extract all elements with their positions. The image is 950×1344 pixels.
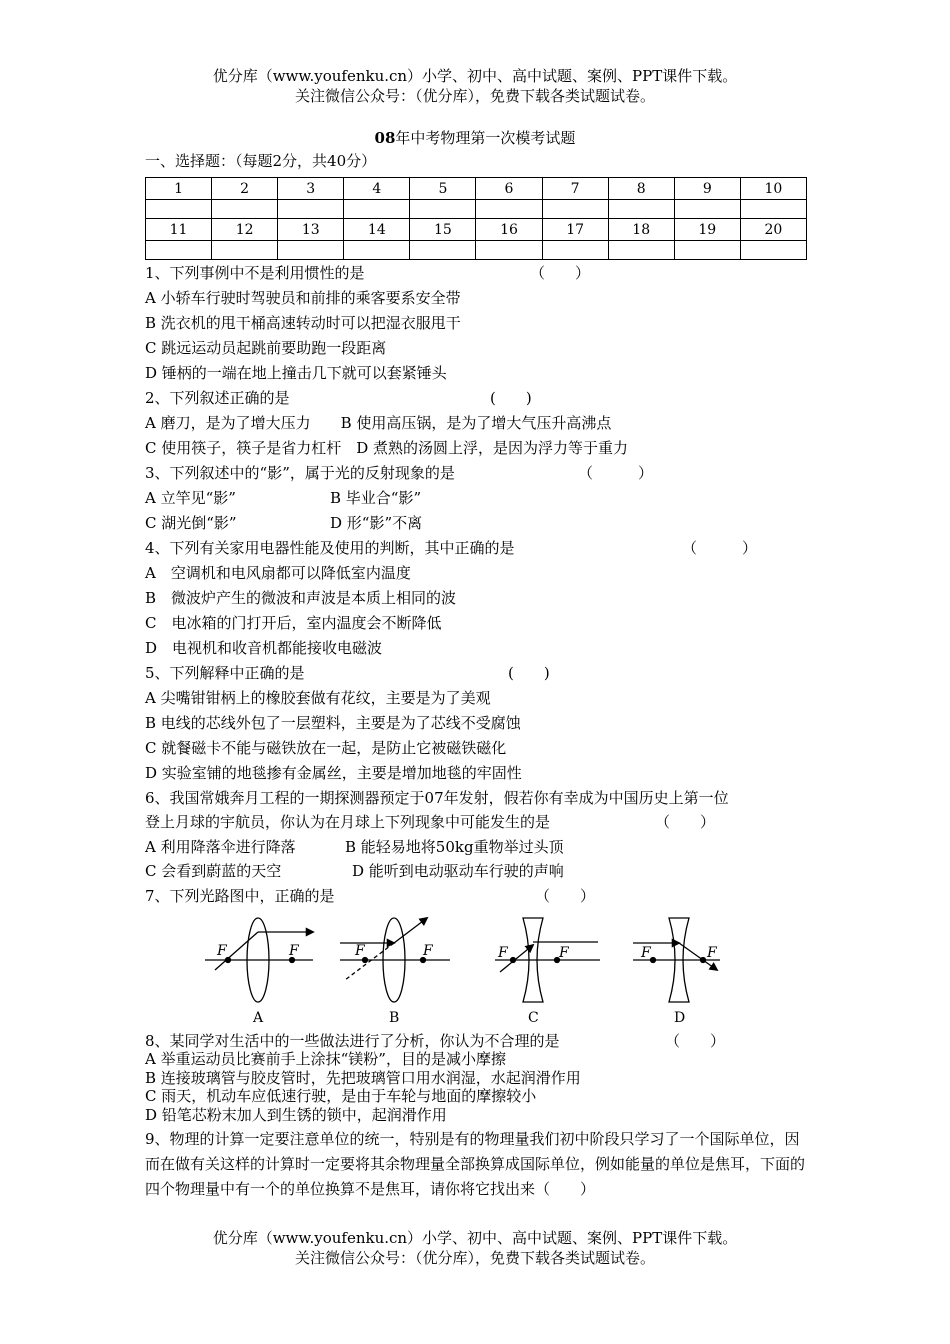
answer-num: 4 bbox=[344, 178, 410, 200]
answer-cell[interactable] bbox=[278, 200, 344, 219]
diagram-c[interactable] bbox=[495, 918, 600, 1002]
q7-light-path-figure bbox=[195, 910, 735, 1030]
diagram-label-a: A bbox=[253, 1010, 264, 1026]
q1-option-a: A 小轿车行驶时驾驶员和前排的乘客要系安全带 bbox=[145, 289, 461, 307]
answer-num: 16 bbox=[476, 219, 542, 241]
focal-label: F bbox=[641, 945, 651, 961]
title-text: 年中考物理第一次模考试题 bbox=[395, 129, 576, 147]
q8-option-d: D 铅笔芯粉末加人到生锈的锁中，起润滑作用 bbox=[145, 1106, 447, 1124]
q5-stem: 5、下列解释中正确的是 bbox=[145, 664, 305, 682]
answer-num: 15 bbox=[410, 219, 476, 241]
answer-cell[interactable] bbox=[476, 200, 542, 219]
answer-cell[interactable] bbox=[674, 241, 740, 260]
q3-stem: 3、下列叙述中的“影”，属于光的反射现象的是 bbox=[145, 464, 455, 482]
q4-option-d: D 电视机和收音机都能接收电磁波 bbox=[145, 639, 383, 657]
answer-cell[interactable] bbox=[146, 241, 212, 260]
focal-label: F bbox=[559, 945, 569, 961]
header-line-2: 关注微信公众号：（优分库），免费下载各类试题试卷。 bbox=[294, 87, 655, 105]
q6-option-d: D 能听到电动驱动车行驶的声响 bbox=[352, 862, 564, 880]
q6-stem-line-1: 6、我国常娥奔月工程的一期探测器预定于07年发射，假若你有幸成为中国历史上第一位 bbox=[145, 789, 729, 807]
q4-option-a: A 空调机和电风扇都可以降低室内温度 bbox=[145, 564, 411, 582]
answer-cell[interactable] bbox=[278, 241, 344, 260]
answer-num: 7 bbox=[542, 178, 608, 200]
focal-label: F bbox=[498, 945, 508, 961]
q1-stem: 1、下列事例中不是利用惯性的是 bbox=[145, 264, 365, 282]
focal-label: F bbox=[355, 943, 365, 959]
answer-num: 3 bbox=[278, 178, 344, 200]
section-heading: 一、选择题：（每题2分，共40分） bbox=[145, 152, 377, 170]
answer-cell[interactable] bbox=[740, 241, 806, 260]
answer-cell[interactable] bbox=[542, 241, 608, 260]
answer-num: 19 bbox=[674, 219, 740, 241]
q5-option-c: C 就餐磁卡不能与磁铁放在一起，是防止它被磁铁磁化 bbox=[145, 739, 507, 757]
answer-blank-row-2 bbox=[146, 241, 807, 260]
q1-option-b: B 洗衣机的甩干桶高速转动时可以把湿衣服甩干 bbox=[145, 314, 461, 332]
q5-option-d: D 实验室铺的地毯掺有金属丝，主要是增加地毯的牢固性 bbox=[145, 764, 522, 782]
diagram-label-d: D bbox=[674, 1010, 686, 1026]
answer-cell[interactable] bbox=[740, 200, 806, 219]
header-line-1: 优分库（www.youfenku.cn）小学、初中、高中试题、案例、PPT课件下载。 bbox=[212, 67, 738, 85]
answer-num: 8 bbox=[608, 178, 674, 200]
answer-num: 9 bbox=[674, 178, 740, 200]
answer-cell[interactable] bbox=[212, 241, 278, 260]
diagram-label-c: C bbox=[528, 1010, 539, 1026]
q3-option-d: D 形“影”不离 bbox=[330, 514, 423, 532]
q8-option-b: B 连接玻璃管与胶皮管时，先把玻璃管口用水润湿，水起润滑作用 bbox=[145, 1069, 581, 1087]
q3-answer-paren[interactable]: （ ） bbox=[578, 464, 654, 482]
answer-cell[interactable] bbox=[410, 241, 476, 260]
focal-label: F bbox=[217, 943, 227, 959]
q7-stem: 7、下列光路图中，正确的是 bbox=[145, 887, 335, 905]
answer-num: 13 bbox=[278, 219, 344, 241]
q5-option-a: A 尖嘴钳钳柄上的橡胶套做有花纹，主要是为了美观 bbox=[145, 689, 491, 707]
focal-label: F bbox=[289, 943, 299, 959]
answer-num: 2 bbox=[212, 178, 278, 200]
answer-cell[interactable] bbox=[608, 200, 674, 219]
q2-options-ab: A 磨刀，是为了增大压力 B 使用高压锅，是为了增大气压升高沸点 bbox=[145, 414, 612, 432]
q2-stem: 2、下列叙述正确的是 bbox=[145, 389, 290, 407]
q1-answer-paren[interactable]: （ ） bbox=[530, 264, 591, 282]
footer-line-2: 关注微信公众号：（优分库），免费下载各类试题试卷。 bbox=[294, 1249, 655, 1267]
q8-answer-paren[interactable]: （ ） bbox=[665, 1032, 726, 1050]
q8-stem: 8、某同学对生活中的一些做法进行了分析，你认为不合理的是 bbox=[145, 1032, 560, 1050]
answer-num: 18 bbox=[608, 219, 674, 241]
answer-cell[interactable] bbox=[344, 241, 410, 260]
q9-text: 9、物理的计算一定要注意单位的统一，特别是有的物理量我们初中阶段只学习了一个国际单位，因而在做有关这样的计算时一定要将其余物理量全部换算成国际单位，例如能量的单位是焦耳，下面的四个物理量中有一个的单位换算不是焦耳，请你将它找出来（ ） bbox=[145, 1130, 806, 1198]
q8-option-a: A 举重运动员比赛前手上涂抹“镁粉”，目的是减小摩擦 bbox=[145, 1050, 506, 1068]
q7-answer-paren[interactable]: （ ） bbox=[535, 887, 596, 905]
answer-num: 11 bbox=[146, 219, 212, 241]
answer-cell[interactable] bbox=[146, 200, 212, 219]
q1-option-c: C 跳远运动员起跳前要助跑一段距离 bbox=[145, 339, 387, 357]
q3-option-b: B 毕业合“影” bbox=[330, 489, 422, 507]
q8-option-c: C 雨天，机动车应低速行驶，是由于车轮与地面的摩擦较小 bbox=[145, 1087, 537, 1105]
diagram-a[interactable] bbox=[205, 918, 313, 1002]
answer-num: 20 bbox=[740, 219, 806, 241]
answer-num: 14 bbox=[344, 219, 410, 241]
title-year: 08 bbox=[374, 129, 396, 147]
q3-option-a: A 立竿见“影” bbox=[145, 489, 236, 507]
answer-blank-row-1 bbox=[146, 200, 807, 219]
focal-label: F bbox=[707, 945, 717, 961]
answer-cell[interactable] bbox=[410, 200, 476, 219]
q1-option-d: D 锤柄的一端在地上撞击几下就可以套紧锤头 bbox=[145, 364, 447, 382]
answer-num: 12 bbox=[212, 219, 278, 241]
q4-option-c: C 电冰箱的门打开后，室内温度会不断降低 bbox=[145, 614, 442, 632]
answer-num: 10 bbox=[740, 178, 806, 200]
q4-answer-paren[interactable]: （ ） bbox=[682, 539, 758, 557]
answer-num: 6 bbox=[476, 178, 542, 200]
answer-num: 1 bbox=[146, 178, 212, 200]
q4-option-b: B 微波炉产生的微波和声波是本质上相同的波 bbox=[145, 589, 457, 607]
diagram-b[interactable] bbox=[340, 918, 450, 1002]
answer-cell[interactable] bbox=[476, 241, 542, 260]
answer-table bbox=[145, 177, 807, 260]
q2-options-cd: C 使用筷子，筷子是省力杠杆 D 煮熟的汤圆上浮，是因为浮力等于重力 bbox=[145, 439, 629, 457]
q5-option-b: B 电线的芯线外包了一层塑料，主要是为了芯线不受腐蚀 bbox=[145, 714, 521, 732]
footer-line-1: 优分库（www.youfenku.cn）小学、初中、高中试题、案例、PPT课件下载。 bbox=[212, 1229, 738, 1247]
q2-answer-paren[interactable]: ( ) bbox=[490, 389, 532, 407]
focal-label: F bbox=[423, 943, 433, 959]
q6-option-c: C 会看到蔚蓝的天空 bbox=[145, 862, 282, 880]
answer-cell[interactable] bbox=[608, 241, 674, 260]
q6-stem-line-2: 登上月球的宇航员，你认为在月球上下列现象中可能发生的是 bbox=[145, 813, 551, 831]
page-title bbox=[0, 127, 950, 148]
answer-cell[interactable] bbox=[542, 200, 608, 219]
q6-option-b: B 能轻易地将50kg重物举过头顶 bbox=[345, 838, 564, 856]
answer-cell[interactable] bbox=[674, 200, 740, 219]
q6-answer-paren[interactable]: （ ） bbox=[655, 813, 716, 831]
answer-header-row-2 bbox=[146, 219, 807, 241]
q6-option-a: A 利用降落伞进行降落 bbox=[145, 838, 296, 856]
q3-option-c: C 湖光倒“影” bbox=[145, 514, 237, 532]
answer-num: 17 bbox=[542, 219, 608, 241]
diagram-label-b: B bbox=[389, 1010, 400, 1026]
answer-header-row-1 bbox=[146, 178, 807, 200]
answer-cell[interactable] bbox=[212, 200, 278, 219]
q4-stem: 4、下列有关家用电器性能及使用的判断，其中正确的是 bbox=[145, 539, 515, 557]
answer-num: 5 bbox=[410, 178, 476, 200]
answer-cell[interactable] bbox=[344, 200, 410, 219]
q5-answer-paren[interactable]: ( ) bbox=[508, 664, 550, 682]
